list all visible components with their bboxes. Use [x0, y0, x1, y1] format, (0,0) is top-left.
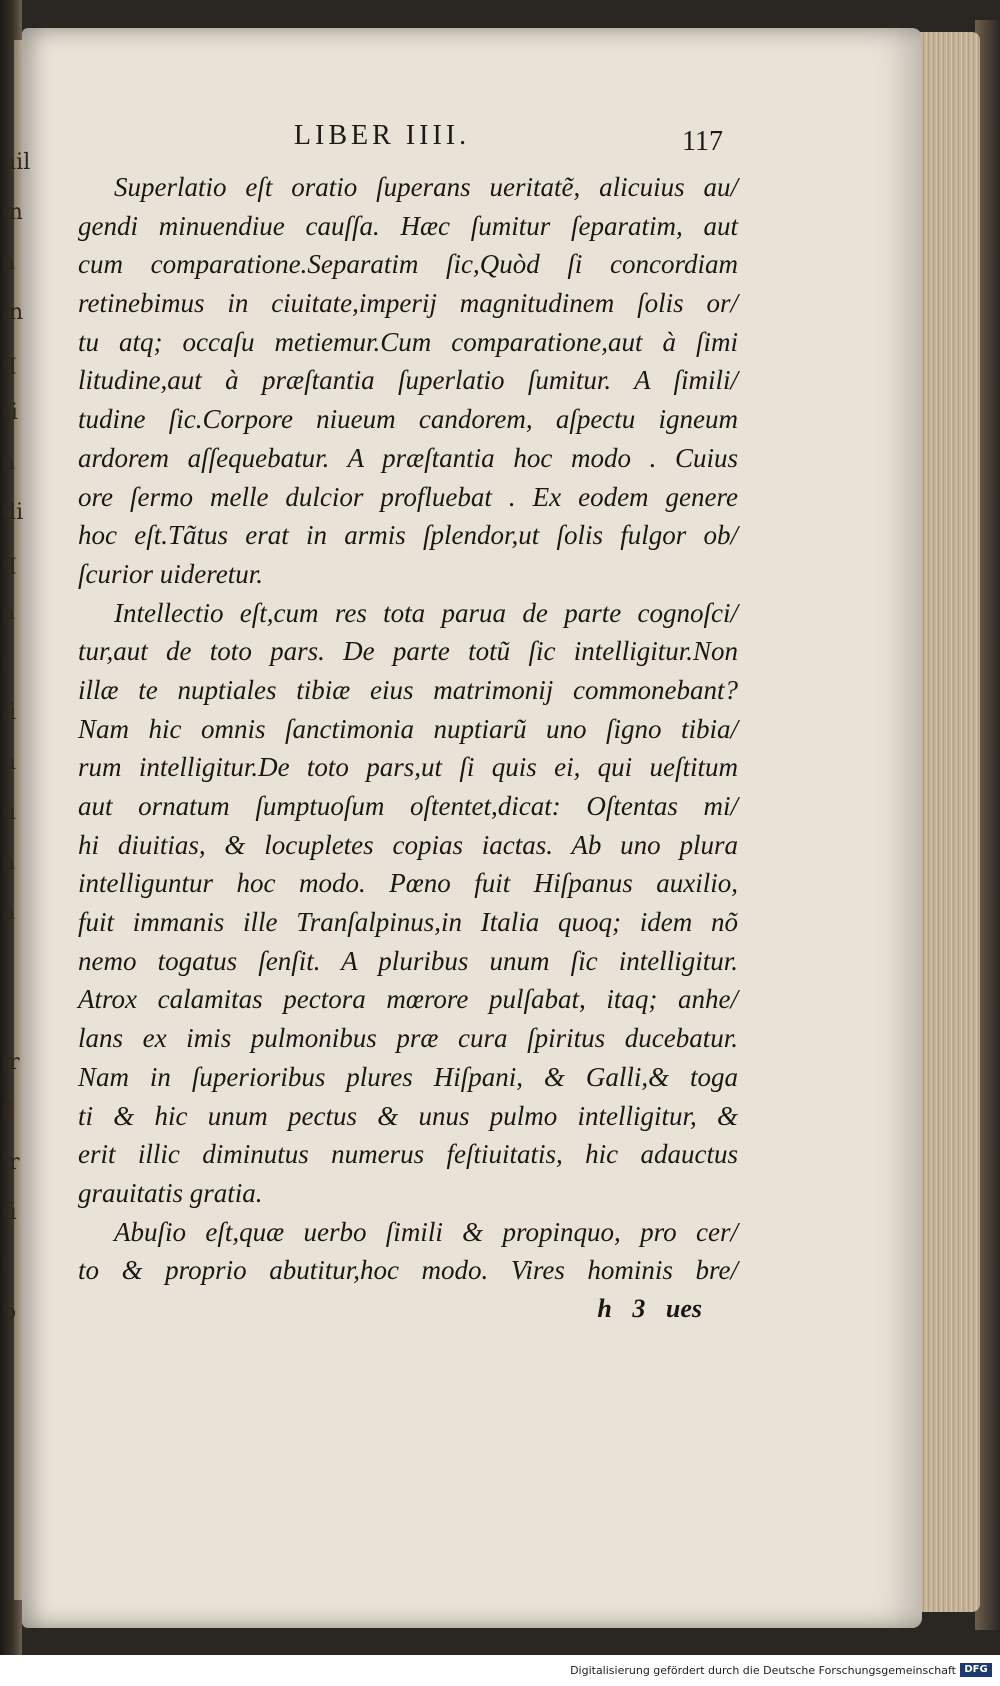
- margin-letter: ir: [2, 1150, 20, 1175]
- margin-letter: u: [2, 800, 17, 825]
- text-line: ſcurior uideretur.: [78, 558, 263, 589]
- margin-letter: fi: [2, 1200, 17, 1225]
- text-line: gendi minuendiue cauſſa. Hæc ſumitur ſeparatim, aut: [78, 210, 738, 241]
- text-line: ardorem aſſequebatur. A præſtantia hoc modo . Cuius: [78, 442, 738, 473]
- text-line: Abuſio eſt,quæ uerbo ſimili & propinquo, pro cer/: [114, 1216, 738, 1247]
- margin-letter: in: [2, 300, 24, 325]
- text-line: tur,aut de toto pars. De parte totũ ſic intelligitur.Non: [78, 636, 738, 667]
- margin-letter: i: [2, 950, 10, 975]
- text-line: ore ſermo melle dulcior profluebat . Ex eodem genere: [78, 481, 738, 512]
- signature-mark: h 3 ues: [597, 1294, 702, 1323]
- text-line: Atrox calamitas pectora mœrore pulſabat, itaq; anhe/: [78, 984, 738, 1015]
- text-line: Intellectio eſt,cum res tota parua de parte cognoſci/: [114, 597, 738, 628]
- text-line: intelliguntur hoc modo. Pœno fuit Hiſpanus auxilio,: [78, 868, 738, 899]
- text-line: to & proprio abutitur,hoc modo. Vires hominis bre/: [78, 1255, 738, 1286]
- text-line: erit illic diminutus numerus feſtiuitatis, hic adauctus: [78, 1139, 738, 1170]
- text-line: hi diuitias, & locupletes copias iactas. Ab uno plura: [78, 829, 738, 860]
- margin-letter: i: [2, 1250, 10, 1275]
- text-line: grauitatis gratia.: [78, 1177, 263, 1208]
- text-line: tu atq; occaſu metiemur.Cum comparatione,aut à ſimi: [78, 326, 738, 357]
- text-line: Nam hic omnis ſanctimonia nuptiarũ uno ſigno tibia/: [78, 713, 738, 744]
- text-block: [78, 168, 738, 1290]
- text-line: hoc eſt.Tãtus erat in armis ſplendor,ut ſolis fulgor ob/: [78, 520, 738, 551]
- margin-letter: ti: [2, 400, 18, 425]
- margin-letter: m: [2, 200, 23, 225]
- margin-letter: a: [2, 900, 16, 925]
- text-line: illæ te nuptiales tibiæ eius matrimonij commonebant?: [78, 674, 738, 705]
- text-line: lans ex imis pulmonibus præ cura ſpiritus ducebatur.: [78, 1023, 738, 1054]
- margin-letter: u: [2, 750, 17, 775]
- margin-letter: f: [2, 1100, 11, 1125]
- dfg-logo: DFG: [960, 1663, 992, 1677]
- text-line: fuit immanis ille Tranſalpinus,in Italia quoq; idem nõ: [78, 907, 738, 938]
- margin-letter: a: [2, 600, 16, 625]
- margin-letter: a: [2, 250, 16, 275]
- text-line: retinebimus in ciuitate,imperij magnitudinem ſolis or/: [78, 288, 738, 319]
- margin-letter: p: [2, 1300, 17, 1325]
- footer-bar: [0, 1655, 1000, 1686]
- text-line: tudine ſic.Corpore niueum candorem, aſpectu igneum: [78, 404, 738, 435]
- text-line: Nam in ſuperioribus plures Hiſpani, & Galli,& toga: [78, 1061, 738, 1092]
- margin-letter: i: [2, 650, 10, 675]
- margin-letter: di: [2, 500, 24, 525]
- text-line: rum intelligitur.De toto pars,ut ſi quis ei, qui ueſtitum: [78, 752, 738, 783]
- margin-letter: ii: [2, 700, 17, 725]
- footer-credit: Digitalisierung gefördert durch die Deutsche Forschungsgemeinschaft: [570, 1664, 956, 1677]
- text-line: Superlatio eſt oratio ſuperans ueritatẽ, alicuius au/: [114, 172, 738, 202]
- margin-letter: a: [2, 450, 16, 475]
- text-line: litudine,aut à præſtantia ſuperlatio ſumitur. A ſimili/: [78, 365, 738, 396]
- text-line: aut ornatum ſumptuoſum oſtentet,dicat: Oſtentas mi/: [78, 791, 738, 821]
- margin-letter: uil: [2, 150, 31, 175]
- margin-letter: i: [2, 1000, 10, 1025]
- text-line: cum comparatione.Separatim ſic,Quòd ſi concordiam: [78, 249, 738, 280]
- running-head: LIBER IIII.: [293, 120, 471, 151]
- margin-letter: q: [2, 550, 17, 575]
- book-page: [22, 28, 922, 1628]
- margin-letter: q: [2, 350, 17, 375]
- text-line: ti & hic unum pectus & unus pulmo intelligitur, &: [78, 1100, 738, 1131]
- folio-number: 117: [682, 126, 723, 157]
- margin-letter: ir: [2, 1050, 20, 1075]
- text-line: nemo togatus ſenſit. A pluribus unum ſic intelligitur.: [78, 945, 738, 976]
- margin-letter: a: [2, 850, 16, 875]
